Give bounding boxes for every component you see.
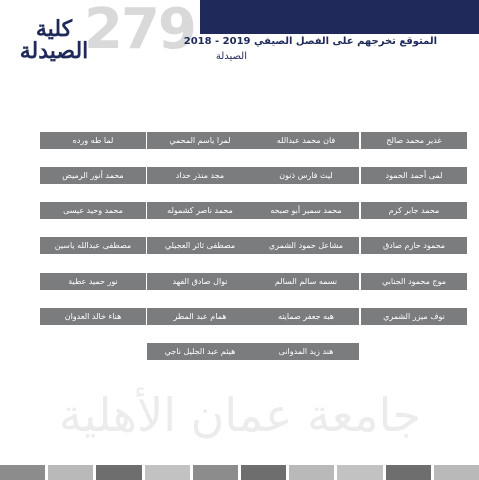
- graduate-name: مجد منذر حداد: [147, 167, 253, 184]
- graduate-name: مصطفى ثائر العجيلي: [147, 237, 253, 254]
- graduate-name: موج محمود الجنابي: [361, 273, 467, 290]
- graduate-name: هبه جعفر صمايته: [253, 308, 359, 325]
- graduate-name: محمد وحيد عيسى: [40, 202, 146, 219]
- graduate-name: محمد ناصر كشموله: [147, 202, 253, 219]
- title-text: المتوقع تخرجهم على الفصل الصيفي: [254, 36, 437, 47]
- graduate-name: لمرا ياسم المحمي: [147, 132, 253, 149]
- graduate-name: محمد سمير أبو صبحه: [253, 202, 359, 219]
- page-title: [183, 36, 437, 47]
- graduate-name: مشاعل حمود الشمري: [253, 237, 359, 254]
- graduate-name: محمد جابر كرم: [361, 202, 467, 219]
- faculty-logo: [14, 18, 94, 62]
- graduate-name: هند زيد المدوانى: [253, 343, 359, 360]
- graduate-name: غدير محمد صالح: [361, 132, 467, 149]
- bottom-strip-segment: [434, 465, 479, 480]
- graduate-name: نسمه سالم السالم: [253, 273, 359, 290]
- graduate-name: نوف ميزر الشمري: [361, 308, 467, 325]
- bottom-strip-segment: [193, 465, 238, 480]
- graduate-name: همام عبد المطر: [147, 308, 253, 325]
- graduate-name: نوال صادق الفهد: [147, 273, 253, 290]
- graduate-name: ليث فارس ذنون: [253, 167, 359, 184]
- bottom-strip-segment: [241, 465, 286, 480]
- graduate-name: محمود حازم صادق: [361, 237, 467, 254]
- bottom-strip-segment: [145, 465, 190, 480]
- logo-word-pharmacy: الصيدلة: [19, 38, 89, 64]
- logo-word-college: كلية: [35, 16, 73, 42]
- bottom-color-strip: [0, 465, 479, 480]
- bottom-strip-segment: [96, 465, 141, 480]
- graduate-name: لمى أحمد الحمود: [361, 167, 467, 184]
- bottom-strip-segment: [48, 465, 93, 480]
- graduate-name: هناء خالد العدوان: [40, 308, 146, 325]
- graduate-name: لما طه ورده: [40, 132, 146, 149]
- graduate-name: نور حميد عطية: [40, 273, 146, 290]
- graduate-name: مصطفى عبدالله ياسين: [40, 237, 146, 254]
- bottom-strip-segment: [337, 465, 382, 480]
- university-watermark: جامعة عمان الأهلية: [58, 388, 422, 442]
- header-banner: [200, 0, 479, 34]
- graduate-name: فان محمد عبدالله: [253, 132, 359, 149]
- faculty-subtitle: الصيدلة: [215, 51, 247, 62]
- graduate-name: محمد أنور الرميض: [40, 167, 146, 184]
- bottom-strip-segment: [0, 465, 45, 480]
- graduate-name: هيثم عبد الجليل ناجي: [147, 343, 253, 360]
- bottom-strip-segment: [386, 465, 431, 480]
- graduate-count: 279: [84, 0, 195, 62]
- bottom-strip-segment: [289, 465, 334, 480]
- title-year: 2018 - 2019: [183, 36, 251, 47]
